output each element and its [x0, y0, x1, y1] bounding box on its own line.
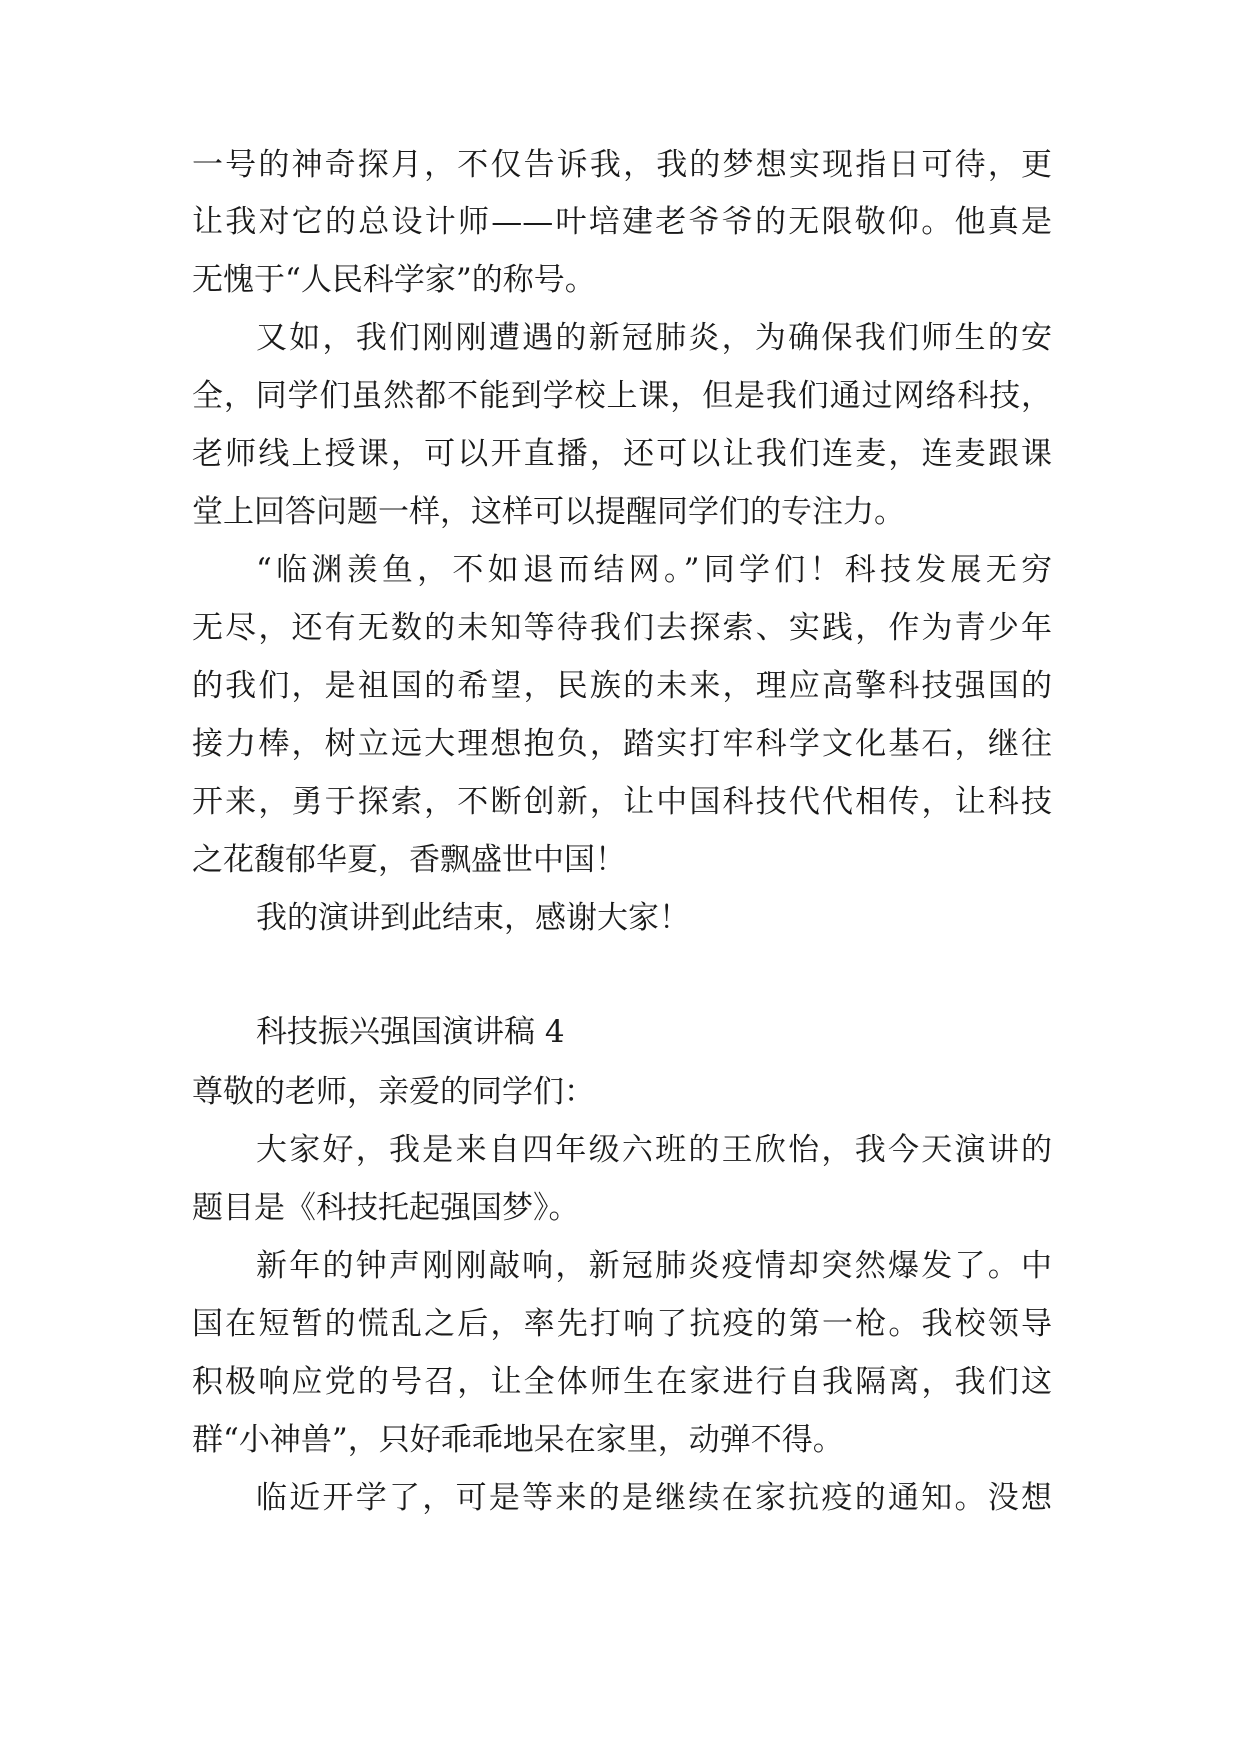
text-line: 题目是《科技托起强国梦》。 — [192, 1190, 580, 1226]
text-line: 新年的钟声刚刚敲响，新冠肺炎疫情却突然爆发了。中 — [256, 1248, 1052, 1284]
text-line: 堂上回答问题一样，这样可以提醒同学们的专注力。 — [192, 494, 905, 530]
text-line: 大家好，我是来自四年级六班的王欣怡，我今天演讲的 — [256, 1132, 1052, 1168]
text-line: 群“小神兽”，只好乖乖地呆在家里，动弹不得。 — [192, 1422, 844, 1458]
text-line: 接力棒，树立远大理想抱负，踏实打牢科学文化基石，继往 — [192, 726, 1052, 762]
text-line: 我的演讲到此结束，感谢大家！ — [256, 900, 690, 936]
text-line: 国在短暂的慌乱之后，率先打响了抗疫的第一枪。我校领导 — [192, 1306, 1052, 1342]
text-line: 又如，我们刚刚遭遇的新冠肺炎，为确保我们师生的安 — [256, 320, 1052, 356]
text-line: 全，同学们虽然都不能到学校上课，但是我们通过网络科技， — [192, 378, 1052, 414]
text-line: 的我们，是祖国的希望，民族的未来，理应高擎科技强国的 — [192, 668, 1052, 704]
text-line: 一号的神奇探月，不仅告诉我，我的梦想实现指日可待，更 — [192, 147, 1052, 183]
text-line: 无尽，还有无数的未知等待我们去探索、实践，作为青少年 — [192, 610, 1052, 646]
section-title: 科技振兴强国演讲稿 4 — [256, 1014, 565, 1050]
text-line: 无愧于“人民科学家”的称号。 — [192, 262, 596, 298]
text-line: 让我对它的总设计师——叶培建老爷爷的无限敬仰。他真是 — [192, 204, 1052, 240]
salutation: 尊敬的老师，亲爱的同学们： — [192, 1074, 595, 1110]
text-line: “临渊羡鱼，不如退而结网。”同学们！科技发展无穷 — [256, 552, 1052, 588]
text-line: 积极响应党的号召，让全体师生在家进行自我隔离，我们这 — [192, 1364, 1052, 1400]
text-line: 临近开学了，可是等来的是继续在家抗疫的通知。没想 — [256, 1480, 1052, 1516]
text-line: 之花馥郁华夏，香飘盛世中国！ — [192, 842, 626, 878]
text-line: 开来，勇于探索，不断创新，让中国科技代代相传，让科技 — [192, 784, 1052, 820]
text-line: 老师线上授课，可以开直播，还可以让我们连麦，连麦跟课 — [192, 436, 1052, 472]
